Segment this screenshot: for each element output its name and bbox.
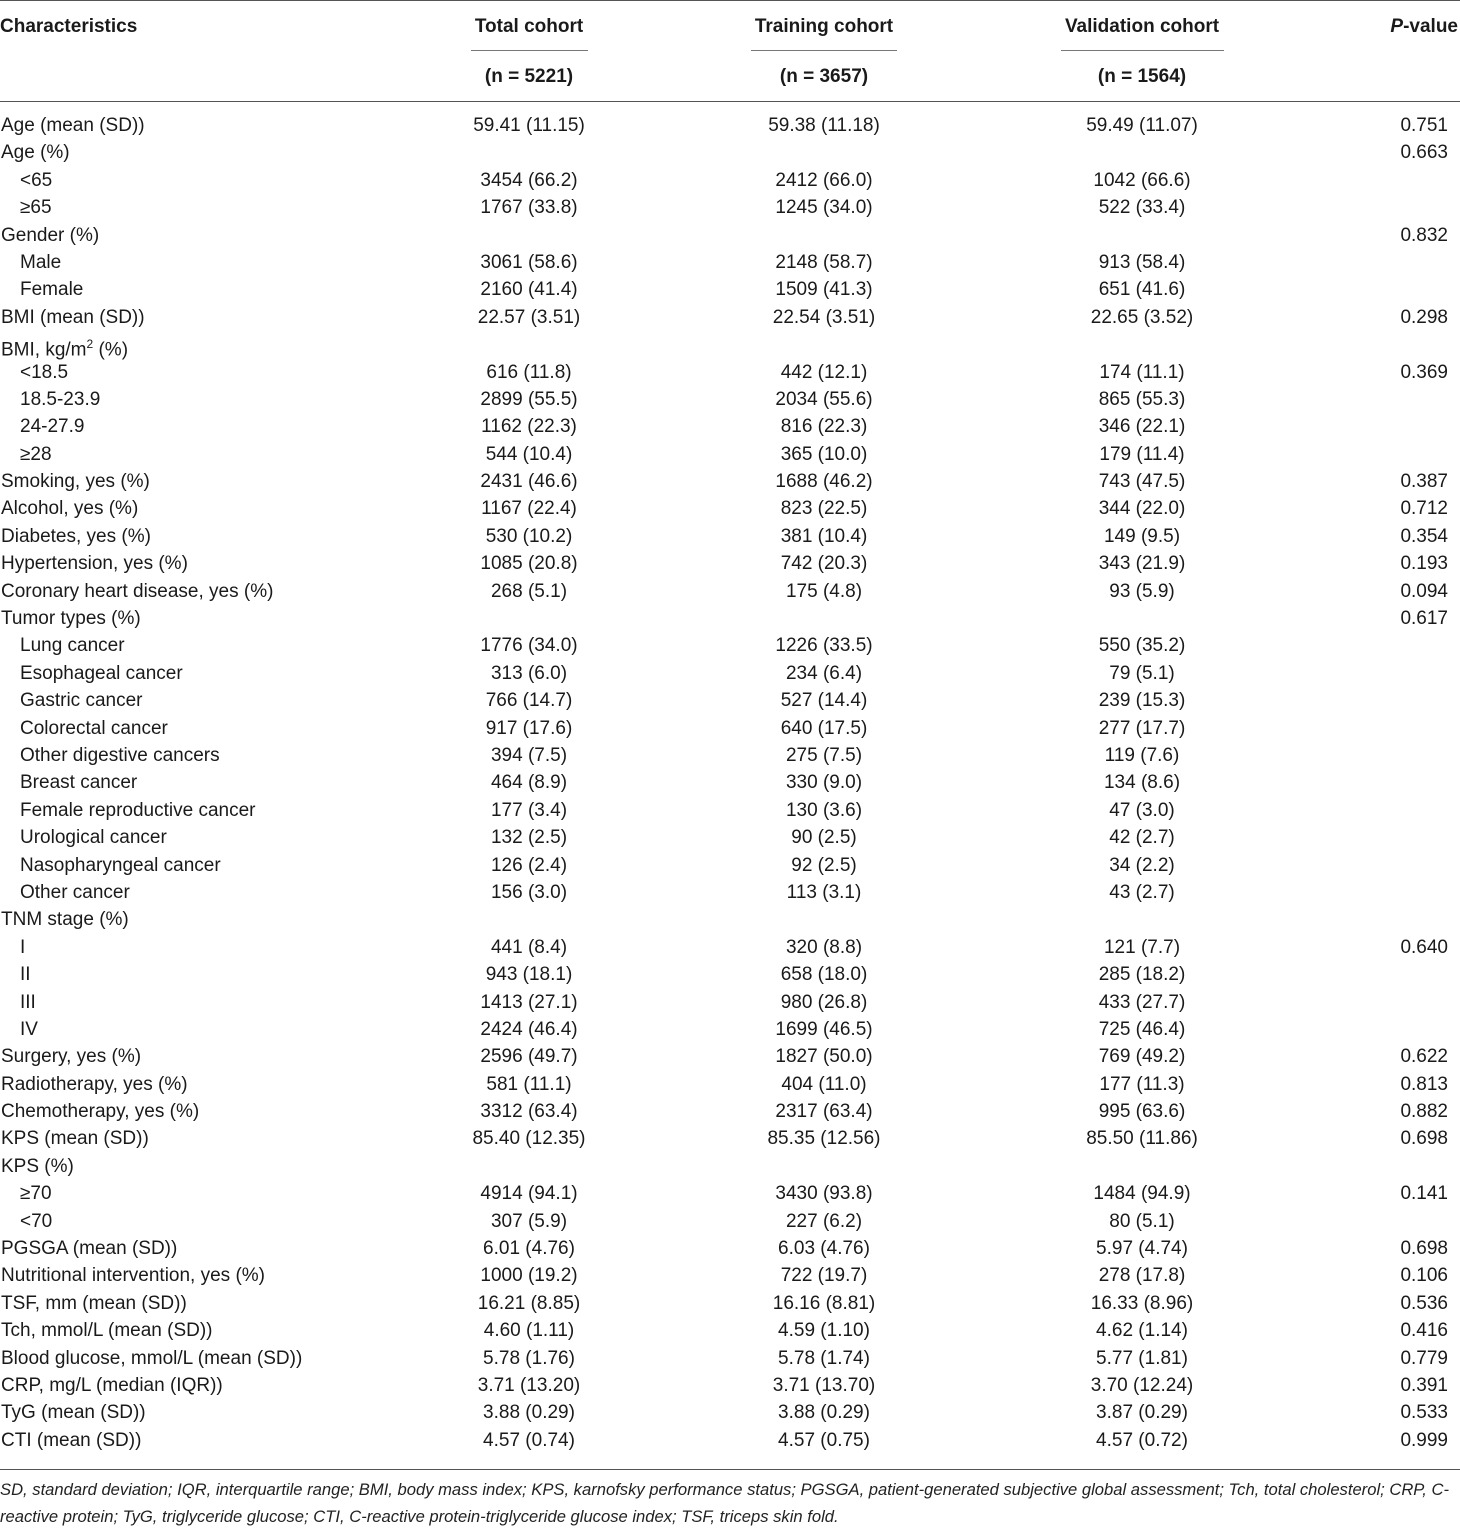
- cell-training: 90 (2.5): [791, 827, 857, 849]
- header-validation-cohort: Validation cohort: [1064, 16, 1220, 37]
- cell-total: 766 (14.7): [485, 690, 573, 712]
- cell-training: 1245 (34.0): [775, 197, 873, 219]
- row-label: ≥70: [20, 1183, 52, 1205]
- table-row: [0, 1098, 1460, 1125]
- row-label: Age (%): [1, 142, 70, 164]
- cell-training: 1699 (46.5): [775, 1018, 873, 1040]
- cell-validation: 1042 (66.6): [1093, 169, 1191, 191]
- cell-training: 4.57 (0.75): [778, 1429, 870, 1451]
- cell-p-value: 0.751: [1400, 115, 1448, 136]
- row-label: Nutritional intervention, yes (%): [1, 1265, 265, 1287]
- cell-total: 464 (8.9): [490, 772, 568, 794]
- row-label: PGSGA (mean (SD)): [1, 1238, 178, 1260]
- table-row: [0, 1043, 1460, 1070]
- cell-p-value: 0.999: [1400, 1429, 1448, 1451]
- cell-training: 3.88 (0.29): [778, 1402, 870, 1424]
- cell-p-value: 0.391: [1400, 1374, 1448, 1396]
- cell-training: 1827 (50.0): [775, 1046, 873, 1068]
- row-label-tail: (%): [93, 339, 129, 361]
- cell-p-value: 0.387: [1400, 471, 1448, 493]
- row-label: Nasopharyngeal cancer: [20, 854, 221, 876]
- row-label-superscript: 2: [86, 337, 94, 352]
- cell-validation: 47 (3.0): [1109, 799, 1175, 821]
- cell-training: 113 (3.1): [786, 881, 862, 903]
- row-label: I: [20, 936, 26, 958]
- row-label: IV: [20, 1018, 38, 1040]
- table-row: [0, 413, 1460, 440]
- cell-training: 4.59 (1.10): [778, 1320, 870, 1342]
- header-training-n: (n = 3657): [779, 66, 869, 87]
- cell-validation: 277 (17.7): [1098, 717, 1186, 739]
- cell-p-value: 0.369: [1400, 361, 1448, 383]
- cell-p-value: 0.354: [1400, 525, 1448, 547]
- cell-validation: 93 (5.9): [1109, 580, 1175, 602]
- row-label: Female: [20, 279, 84, 301]
- cell-validation: 550 (35.2): [1098, 635, 1186, 657]
- header-p-letter: P: [1390, 16, 1404, 37]
- cell-validation: 913 (58.4): [1098, 251, 1186, 273]
- table-row: [0, 1153, 1460, 1180]
- cell-training: 1688 (46.2): [775, 471, 873, 493]
- row-label: Chemotherapy, yes (%): [1, 1101, 200, 1123]
- cell-p-value: 0.779: [1400, 1347, 1448, 1369]
- row-label: Urological cancer: [20, 827, 167, 849]
- row-label: Coronary heart disease, yes (%): [1, 580, 274, 602]
- cell-training: 59.38 (11.18): [768, 115, 880, 136]
- cell-p-value: 0.622: [1400, 1046, 1448, 1068]
- cell-p-value: 0.832: [1400, 224, 1448, 246]
- cell-total: 16.21 (8.85): [477, 1292, 581, 1314]
- cell-p-value: 0.663: [1400, 142, 1448, 164]
- cell-total: 1413 (27.1): [480, 991, 578, 1013]
- cell-total: 3.71 (13.20): [477, 1374, 581, 1396]
- table-body: [0, 112, 1460, 1454]
- cell-validation: 43 (2.7): [1109, 881, 1175, 903]
- row-label: 24-27.9: [20, 416, 85, 438]
- table-bottom-rule: [0, 1469, 1460, 1470]
- row-label: <65: [20, 169, 53, 191]
- row-label: Breast cancer: [20, 772, 138, 794]
- cell-total: 313 (6.0): [490, 662, 568, 684]
- row-label: Tch, mmol/L (mean (SD)): [1, 1320, 213, 1342]
- cell-validation: 5.97 (4.74): [1096, 1238, 1188, 1260]
- row-label: III: [20, 991, 36, 1013]
- cell-validation: 42 (2.7): [1109, 827, 1175, 849]
- row-label: Lung cancer: [20, 635, 125, 657]
- row-label: ≥65: [20, 197, 52, 219]
- row-label: Other digestive cancers: [20, 744, 220, 766]
- row-label: BMI (mean (SD)): [1, 306, 145, 328]
- cell-total: 1167 (22.4): [481, 498, 577, 520]
- cell-validation: 134 (8.6): [1103, 772, 1181, 794]
- row-label: TSF, mm (mean (SD)): [1, 1292, 187, 1314]
- cell-validation: 121 (7.7): [1103, 936, 1181, 958]
- header-underline-training: [751, 50, 897, 51]
- cell-validation: 4.57 (0.72): [1096, 1429, 1188, 1451]
- cell-validation: 3.70 (12.24): [1090, 1374, 1194, 1396]
- table-row: [0, 194, 1460, 221]
- cell-validation: 995 (63.6): [1098, 1101, 1186, 1123]
- cell-p-value: 0.617: [1400, 608, 1448, 630]
- table-row: [0, 1290, 1460, 1317]
- cell-training: 2148 (58.7): [775, 251, 873, 273]
- cell-validation: 22.65 (3.52): [1090, 306, 1194, 328]
- table-row: [0, 632, 1460, 659]
- cell-p-value: 0.813: [1400, 1073, 1448, 1095]
- cell-p-value: 0.298: [1400, 306, 1448, 328]
- table-row: [0, 1235, 1460, 1262]
- table-row: [0, 797, 1460, 824]
- cell-total: 2424 (46.4): [480, 1018, 578, 1040]
- cell-validation: 1484 (94.9): [1093, 1183, 1191, 1205]
- cell-total: 2596 (49.7): [480, 1046, 578, 1068]
- cell-total: 1776 (34.0): [480, 635, 578, 657]
- cell-training: 823 (22.5): [780, 498, 868, 520]
- row-label: Male: [20, 251, 62, 273]
- cell-validation: 725 (46.4): [1098, 1018, 1186, 1040]
- table-row: [0, 605, 1460, 632]
- table-top-rule: [0, 0, 1460, 1]
- cell-total: 268 (5.1): [490, 580, 568, 602]
- cell-p-value: 0.882: [1400, 1101, 1448, 1123]
- cell-training: 227 (6.2): [785, 1210, 863, 1232]
- table-row: [0, 112, 1460, 139]
- cell-training: 658 (18.0): [780, 964, 868, 986]
- cell-p-value: 0.193: [1400, 553, 1448, 575]
- cell-training: 742 (20.3): [780, 553, 868, 575]
- table-row: [0, 1071, 1460, 1098]
- cell-validation: 743 (47.5): [1098, 471, 1186, 493]
- cell-p-value: 0.698: [1400, 1128, 1448, 1150]
- cell-training: 640 (17.5): [780, 717, 868, 739]
- cell-total: 6.01 (4.76): [483, 1238, 575, 1260]
- cell-validation: 149 (9.5): [1103, 525, 1181, 547]
- cell-training: 527 (14.4): [780, 690, 868, 712]
- cell-total: 2899 (55.5): [480, 388, 578, 410]
- cell-total: 4.57 (0.74): [483, 1429, 575, 1451]
- row-label: CRP, mg/L (median (IQR)): [1, 1374, 223, 1396]
- cell-total: 2160 (41.4): [480, 279, 578, 301]
- cell-training: 980 (26.8): [780, 991, 868, 1013]
- row-label: Radiotherapy, yes (%): [1, 1073, 188, 1095]
- cell-training: 365 (10.0): [780, 443, 868, 465]
- table-row: [0, 304, 1460, 331]
- cell-training: 275 (7.5): [785, 744, 863, 766]
- cell-training: 320 (8.8): [785, 936, 863, 958]
- table-footnote: SD, standard deviation; IQR, interquartile range; BMI, body mass index; KPS, karnofsky performance status; PGSGA, patient-generated subjective global assessment; Tch, total cholesterol; CRP, C-reactive protein; TyG, triglyceride glucose; CTI, C-reactive protein-triglyceride glucose index; TSF, triceps skin fold.: [0, 1480, 1449, 1526]
- cell-total: 307 (5.9): [490, 1210, 568, 1232]
- cell-validation: 285 (18.2): [1098, 964, 1186, 986]
- cell-training: 3.71 (13.70): [772, 1374, 876, 1396]
- cell-p-value: 0.094: [1400, 580, 1448, 602]
- header-training-cohort: Training cohort: [754, 16, 894, 37]
- cell-training: 404 (11.0): [781, 1073, 867, 1095]
- cell-p-value: 0.533: [1400, 1402, 1448, 1424]
- cell-total: 156 (3.0): [490, 881, 568, 903]
- cell-total: 126 (2.4): [490, 854, 568, 876]
- row-label: II: [20, 964, 31, 986]
- cell-validation: 3.87 (0.29): [1096, 1402, 1188, 1424]
- row-label: Age (mean (SD)): [1, 115, 145, 136]
- row-label: KPS (mean (SD)): [1, 1128, 149, 1150]
- header-underline-total: [471, 50, 588, 51]
- cell-validation: 5.77 (1.81): [1096, 1347, 1188, 1369]
- table-row: [0, 961, 1460, 988]
- cell-training: 85.35 (12.56): [767, 1128, 881, 1150]
- cell-validation: 343 (21.9): [1098, 553, 1186, 575]
- cell-total: 1767 (33.8): [480, 197, 578, 219]
- cell-p-value: 0.416: [1400, 1320, 1448, 1342]
- cell-validation: 239 (15.3): [1098, 690, 1186, 712]
- cell-total: 1162 (22.3): [481, 416, 577, 438]
- row-label: <70: [20, 1210, 53, 1232]
- cell-total: 4.60 (1.11): [483, 1320, 575, 1342]
- header-underline-validation: [1061, 50, 1224, 51]
- table-row: [0, 660, 1460, 687]
- table-row: [0, 495, 1460, 522]
- row-label-text: BMI, kg/m: [1, 339, 87, 361]
- cell-total: 5.78 (1.76): [483, 1347, 575, 1369]
- table-row: [0, 276, 1460, 303]
- cell-training: 722 (19.7): [780, 1265, 868, 1287]
- table-row: [0, 139, 1460, 166]
- table-row: [0, 523, 1460, 550]
- cell-training: 330 (9.0): [785, 772, 863, 794]
- table-row: [0, 1427, 1460, 1454]
- cell-total: 22.57 (3.51): [477, 306, 581, 328]
- table-row: [0, 1208, 1460, 1235]
- cell-total: 59.41 (11.15): [473, 115, 585, 136]
- cell-training: 442 (12.1): [780, 361, 868, 383]
- table-row: [0, 879, 1460, 906]
- cell-training: 1226 (33.5): [775, 635, 873, 657]
- cell-total: 3061 (58.6): [480, 251, 578, 273]
- cell-training: 6.03 (4.76): [778, 1238, 870, 1260]
- cell-total: 581 (11.1): [486, 1073, 572, 1095]
- row-label: <18.5: [20, 361, 69, 383]
- table-row: [0, 906, 1460, 933]
- table-row: [0, 1345, 1460, 1372]
- cell-validation: 769 (49.2): [1098, 1046, 1186, 1068]
- table-row: [0, 468, 1460, 495]
- cell-training: 92 (2.5): [791, 854, 857, 876]
- table-row: [0, 1180, 1460, 1207]
- cell-p-value: 0.640: [1400, 936, 1448, 958]
- cell-p-value: 0.712: [1400, 498, 1448, 520]
- cell-validation: 4.62 (1.14): [1096, 1320, 1188, 1342]
- cell-validation: 119 (7.6): [1104, 744, 1180, 766]
- cell-validation: 80 (5.1): [1109, 1210, 1175, 1232]
- table-row: [0, 715, 1460, 742]
- cell-validation: 651 (41.6): [1098, 279, 1186, 301]
- table-row: [0, 1317, 1460, 1344]
- cell-training: 2034 (55.6): [775, 388, 873, 410]
- table-row: [0, 769, 1460, 796]
- table-row: [0, 989, 1460, 1016]
- cell-total: 1000 (19.2): [480, 1265, 578, 1287]
- cell-validation: 59.49 (11.07): [1086, 115, 1198, 136]
- table-row: [0, 1372, 1460, 1399]
- row-label: 18.5-23.9: [20, 388, 101, 410]
- cell-validation: 865 (55.3): [1098, 388, 1186, 410]
- table-row: [0, 386, 1460, 413]
- cell-validation: 522 (33.4): [1098, 197, 1186, 219]
- header-total-n: (n = 5221): [484, 66, 574, 87]
- cell-training: 234 (6.4): [785, 662, 863, 684]
- row-label: CTI (mean (SD)): [1, 1429, 142, 1451]
- row-label: Diabetes, yes (%): [1, 525, 151, 547]
- cell-total: 943 (18.1): [485, 964, 573, 986]
- cell-training: 1509 (41.3): [775, 279, 873, 301]
- table-row: [0, 249, 1460, 276]
- cell-validation: 346 (22.1): [1098, 416, 1186, 438]
- table-row: [0, 441, 1460, 468]
- header-validation-n: (n = 1564): [1097, 66, 1187, 87]
- table-row: [0, 578, 1460, 605]
- table-row: [0, 742, 1460, 769]
- table-row: [0, 359, 1460, 386]
- cell-validation: 433 (27.7): [1098, 991, 1186, 1013]
- cell-validation: 344 (22.0): [1098, 498, 1186, 520]
- cell-total: 3.88 (0.29): [483, 1402, 575, 1424]
- cell-training: 3430 (93.8): [775, 1183, 873, 1205]
- row-label: TNM stage (%): [1, 909, 129, 931]
- table-row: [0, 167, 1460, 194]
- cell-validation: 79 (5.1): [1109, 662, 1175, 684]
- table-row: [0, 331, 1460, 361]
- cell-training: 22.54 (3.51): [772, 306, 876, 328]
- cell-total: 85.40 (12.35): [472, 1128, 586, 1150]
- header-p-value: [1390, 14, 1458, 40]
- cell-training: 16.16 (8.81): [772, 1292, 876, 1314]
- cell-p-value: 0.141: [1400, 1183, 1448, 1205]
- cell-training: 816 (22.3): [780, 416, 868, 438]
- cell-validation: 85.50 (11.86): [1086, 1128, 1198, 1150]
- row-label: KPS (%): [1, 1155, 74, 1177]
- table-row: [0, 1399, 1460, 1426]
- header-characteristics: Characteristics: [0, 16, 138, 37]
- row-label: Blood glucose, mmol/L (mean (SD)): [1, 1347, 303, 1369]
- cell-validation: 278 (17.8): [1098, 1265, 1186, 1287]
- cell-total: 441 (8.4): [490, 936, 568, 958]
- row-label: Other cancer: [20, 881, 130, 903]
- row-label: Surgery, yes (%): [1, 1046, 142, 1068]
- cell-p-value: 0.106: [1400, 1265, 1448, 1287]
- row-label: Esophageal cancer: [20, 662, 183, 684]
- row-label: Tumor types (%): [1, 608, 141, 630]
- cell-training: 2317 (63.4): [775, 1101, 873, 1123]
- row-label: TyG (mean (SD)): [1, 1402, 146, 1424]
- cell-validation: 174 (11.1): [1099, 361, 1185, 383]
- table-header-rule: [0, 101, 1460, 102]
- row-label: Gastric cancer: [20, 690, 143, 712]
- cell-total: 3454 (66.2): [480, 169, 578, 191]
- cell-total: 3312 (63.4): [480, 1101, 578, 1123]
- cell-training: 130 (3.6): [785, 799, 863, 821]
- table-row: [0, 934, 1460, 961]
- table-row: [0, 1016, 1460, 1043]
- cell-total: 616 (11.8): [486, 361, 572, 383]
- cell-training: 175 (4.8): [785, 580, 863, 602]
- cell-total: 2431 (46.6): [480, 471, 578, 493]
- table-row: [0, 852, 1460, 879]
- cell-p-value: 0.536: [1400, 1292, 1448, 1314]
- cell-validation: 179 (11.4): [1099, 443, 1185, 465]
- cell-p-value: 0.698: [1400, 1238, 1448, 1260]
- cell-training: 5.78 (1.74): [778, 1347, 870, 1369]
- row-label: Gender (%): [1, 224, 100, 246]
- cell-validation: 16.33 (8.96): [1090, 1292, 1194, 1314]
- cell-total: 4914 (94.1): [480, 1183, 578, 1205]
- cell-validation: 177 (11.3): [1099, 1073, 1185, 1095]
- cell-total: 132 (2.5): [490, 827, 568, 849]
- cell-total: 1085 (20.8): [480, 553, 578, 575]
- cell-total: 544 (10.4): [485, 443, 573, 465]
- cell-total: 530 (10.2): [485, 525, 573, 547]
- cell-total: 177 (3.4): [490, 799, 568, 821]
- row-label: Alcohol, yes (%): [1, 498, 139, 520]
- table-row: [0, 824, 1460, 851]
- row-label: Smoking, yes (%): [1, 471, 150, 493]
- row-label: Hypertension, yes (%): [1, 553, 188, 575]
- table-row: [0, 687, 1460, 714]
- cell-training: 381 (10.4): [780, 525, 868, 547]
- row-label: ≥28: [20, 443, 52, 465]
- cell-total: 394 (7.5): [490, 744, 568, 766]
- header-p-suffix: -value: [1403, 16, 1458, 37]
- row-label: Female reproductive cancer: [20, 799, 256, 821]
- cell-validation: 34 (2.2): [1109, 854, 1175, 876]
- table-row: [0, 1125, 1460, 1152]
- cell-total: 917 (17.6): [485, 717, 573, 739]
- table-row: [0, 1262, 1460, 1289]
- header-total-cohort: Total cohort: [474, 16, 584, 37]
- table-row: [0, 550, 1460, 577]
- table-row: [0, 222, 1460, 249]
- cell-training: 2412 (66.0): [775, 169, 873, 191]
- row-label: Colorectal cancer: [20, 717, 168, 739]
